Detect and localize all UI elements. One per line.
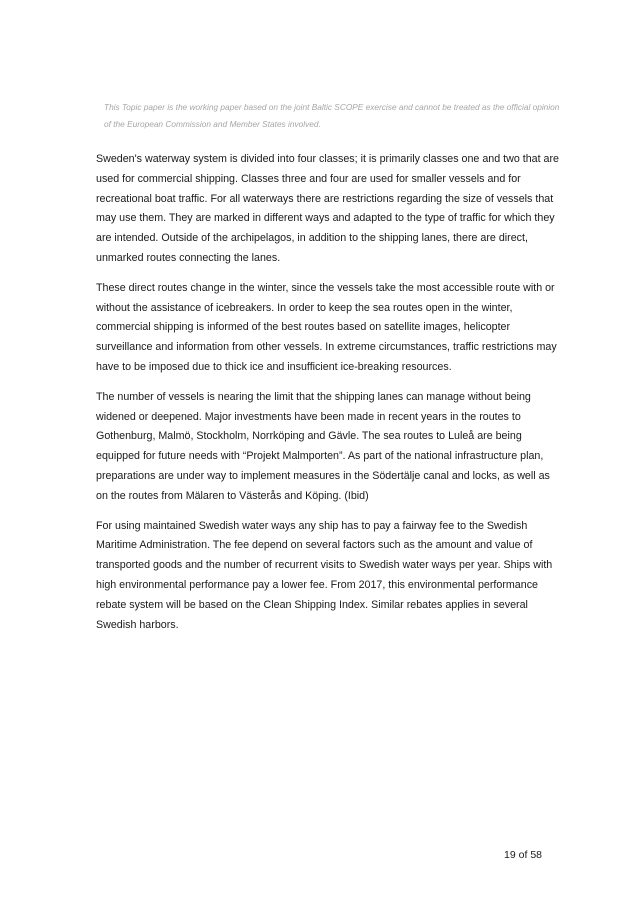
paragraph-vessel-capacity: The number of vessels is nearing the limit that the shipping lanes can manage without being widened or deepened. Major investments have been made in recent years in the routes to Gothenburg, Malmö, Stockholm, Norrköping and Gävle. The sea routes to Luleå are being equipped for future needs with “Projekt Malmporten”. As part of the national infrastructure plan, preparations are under way to implement measures in the Södertälje canal and locks, as well as on the routes from Mälaren to Västerås and Köping. (Ibid) (96, 390, 550, 502)
page-number: 19 of 58 (504, 849, 542, 861)
paragraph-fairway-fee: For using maintained Swedish water ways any ship has to pay a fairway fee to the Swedish Maritime Administration. The fee depend on several factors such as the amount and value of transported goods and the number of recurrent visits to Swedish water ways per year. Ships with high environmental performance pay a lower fee. From 2017, this environmental performance rebate system will be based on the Clean Shipping Index. Similar rebates applies in several Swedish harbors. (96, 519, 553, 631)
body-text (96, 150, 564, 645)
paragraph-waterway-classes: Sweden's waterway system is divided into four classes; it is primarily classes one and two that are used for commercial shipping. Classes three and four are used for smaller vessels and for recreational boat traffic. For all waterways there are restrictions regarding the size of vessels that may use them. They are marked in different ways and adapted to the type of traffic for which they are intended. Outside of the archipelagos, in addition to the shipping lanes, there are direct, unmarked routes connecting the lanes. (96, 153, 559, 264)
disclaimer-note: This Topic paper is the working paper based on the joint Baltic SCOPE exercise and cannot be treated as the official opinion of the European Commission and Member States involved. (104, 102, 560, 129)
paragraph-winter-routes: These direct routes change in the winter, since the vessels take the most accessible route with or without the assistance of icebreakers. In order to keep the sea routes open in the winter, commercial shipping is informed of the best routes based on satellite images, helicopter surveillance and information from other vessels. In extreme circumstances, traffic restrictions may have to be imposed due to thick ice and insufficient ice-breaking resources. (96, 281, 557, 373)
